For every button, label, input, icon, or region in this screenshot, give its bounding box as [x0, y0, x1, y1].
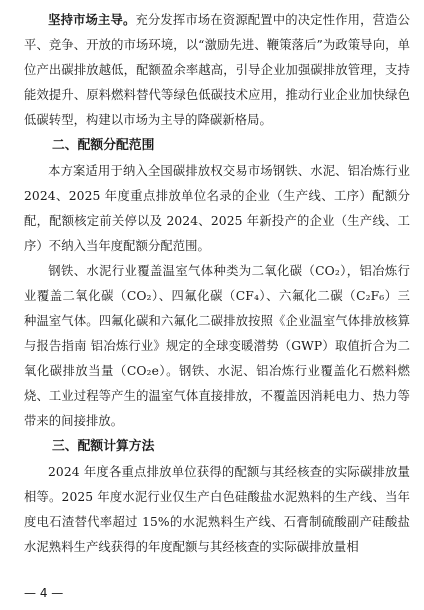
- section-heading-calculation-method: 三、配额计算方法: [52, 439, 155, 454]
- scope-paragraph-2: [24, 259, 410, 434]
- calculation-paragraph-1: [24, 460, 410, 560]
- market-principle-paragraph: [24, 8, 410, 133]
- paragraph-body: 充分发挥市场在资源配置中的决定性作用，营造公平、竞争、开放的市场环境，以“激励先进、鞭策落后”为政策导向，单位产出碳排放越低，配额盈余率越高，引导企业加强碳排放管理，支持能效提升、原料燃料替代等绿色低碳技术应用，推动行业企业加快绿色低碳转型，构建以市场为主导的降碳新格局。: [24, 13, 410, 127]
- scope-paragraph-1: [24, 159, 410, 259]
- paragraph-lead: 坚持市场主导。: [48, 13, 136, 27]
- paragraph-text: 钢铁、水泥行业覆盖温室气体种类为二氧化碳（CO₂），铝冶炼行业覆盖二氧化碳（CO₂）、四氟化碳（CF₄）、六氟化二碳（C₂F₆）三种温室气体。四氟化碳和六氟化二碳排放按照《企业温室气体排放核算与报告指南 铝冶炼行业》规定的全球变暖潜势（GWP）取值折合为二氧化碳排放当量（CO₂e）。钢铁、水泥、铝冶炼行业覆盖化石燃料燃烧、工业过程等产生的温室气体直接排放，不覆盖因消耗电力、热力等带来的间接排放。: [24, 264, 410, 428]
- document-content: [24, 8, 410, 560]
- paragraph-text: 2024 年度各重点排放单位获得的配额与其经核查的实际碳排放量相等。2025 年度水泥行业仅生产白色硅酸盐水泥熟料的生产线、当年度电石渣替代率超过 15%的水泥熟料生产线、石膏制硫酸副产硅酸盐水泥熟料生产线获得的年度配额与其经核查的实际碳排放量相: [24, 465, 410, 554]
- page-number: — 4 —: [24, 586, 64, 600]
- paragraph-text: 本方案适用于纳入全国碳排放权交易市场钢铁、水泥、铝冶炼行业 2024、2025 年度重点排放单位名录的企业（生产线、工序）配额分配，配额核定前关停以及 2024、2025 年新投产的企业（生产线、工序）不纳入当年度配额分配范围。: [24, 164, 410, 253]
- section-heading-allocation-scope: 二、配额分配范围: [52, 138, 155, 153]
